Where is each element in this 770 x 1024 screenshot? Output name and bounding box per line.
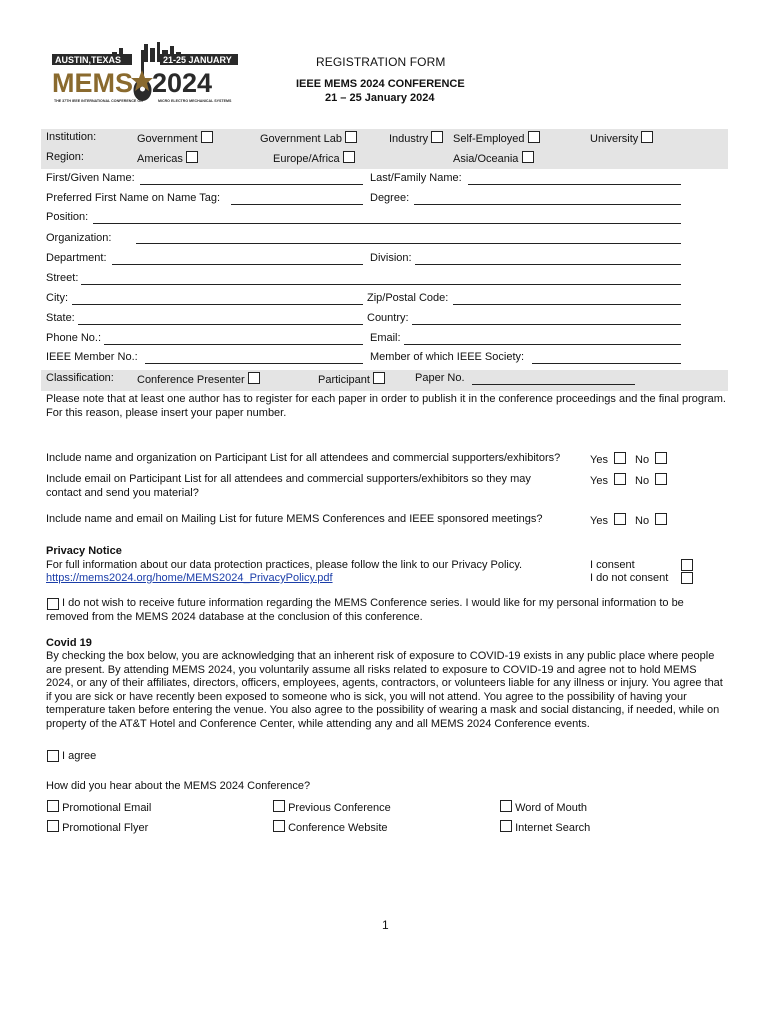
hear-option-internet-search[interactable]: Internet Search <box>500 820 590 834</box>
checkbox[interactable] <box>373 372 385 384</box>
checkbox[interactable] <box>655 452 667 464</box>
covid-agree-label: I agree <box>62 750 97 762</box>
covid-text: By checking the box below, you are acknowledging that an inherent risk of exposure to COVID-19 exists in any public place where people are present. By attending MEMS 2024, you voluntarily assume all risks related to exposure to COVID-19 and agree not to hold MEMS 2024, or any of their affiliates, directors, officers, employees, agents, contractors, or volunteers liable for any illness or injury. You agree that if you are sick or have recently been exposed to someone who is sick, you will not attend. You agree to the possibility of having your temperature taken before entering the venue. You also agree to the possibility of wearing a mask and social distancing, if needed, while on property of the AT&T Hotel and Conference Center, while attending any and all MEMS 2024 Conference events. <box>46 650 723 730</box>
city-label: City: <box>46 292 68 304</box>
question-participant-list-name: Include name and organization on Participant List for all attendees and commercial supporters/exhibitors? <box>46 452 561 464</box>
phone-field[interactable] <box>104 344 363 345</box>
checkbox[interactable] <box>431 131 443 143</box>
checkbox[interactable] <box>273 820 285 832</box>
division-label: Division: <box>370 252 412 264</box>
last-name-field[interactable] <box>468 184 681 185</box>
region-option-europe-africa[interactable]: Europe/Africa <box>273 151 355 165</box>
city-field[interactable] <box>72 304 363 305</box>
state-field[interactable] <box>78 324 363 325</box>
q2-yes[interactable]: Yes <box>590 473 626 487</box>
preferred-name-field[interactable] <box>231 204 363 205</box>
covid-heading: Covid 19 <box>46 637 92 649</box>
street-label: Street: <box>46 272 79 284</box>
consent-checkbox[interactable] <box>681 559 693 571</box>
country-label: Country: <box>367 312 409 324</box>
no-consent-checkbox[interactable] <box>681 572 693 584</box>
zip-label: Zip/Postal Code: <box>367 292 449 304</box>
ieee-society-field[interactable] <box>532 363 681 364</box>
preferred-name-label: Preferred First Name on Name Tag: <box>46 192 221 204</box>
logo-tagline-right: MICRO ELECTRO MECHANICAL SYSTEMS <box>158 99 232 103</box>
checkbox[interactable] <box>528 131 540 143</box>
position-label: Position: <box>46 211 89 223</box>
institution-option-government[interactable]: Government <box>137 131 213 145</box>
logo-year: 2024 <box>152 68 213 98</box>
email-label: Email: <box>370 332 401 344</box>
checkbox[interactable] <box>500 800 512 812</box>
paper-number-label: Paper No. <box>415 372 465 384</box>
question-mailing-list: Include name and email on Mailing List for future MEMS Conferences and IEEE sponsored meetings? <box>46 513 543 525</box>
department-label: Department: <box>46 252 107 264</box>
paper-number-field[interactable] <box>472 384 635 385</box>
last-name-label: Last/Family Name: <box>370 172 462 184</box>
institution-option-government-lab[interactable]: Government Lab <box>260 131 357 145</box>
degree-field[interactable] <box>414 204 681 205</box>
first-name-field[interactable] <box>140 184 363 185</box>
conference-dates: 21 – 25 January 2024 <box>325 92 435 104</box>
classification-presenter[interactable]: Conference Presenter <box>137 372 260 386</box>
hear-question: How did you hear about the MEMS 2024 Conference? <box>46 780 311 792</box>
ieee-member-label: IEEE Member No.: <box>46 351 138 363</box>
checkbox[interactable] <box>614 513 626 525</box>
privacy-heading: Privacy Notice <box>46 545 122 557</box>
privacy-policy-link[interactable]: https://mems2024.org/home/MEMS2024_PrivacyPolicy.pdf <box>46 572 333 584</box>
checkbox[interactable] <box>273 800 285 812</box>
email-field[interactable] <box>404 344 681 345</box>
checkbox[interactable] <box>201 131 213 143</box>
q1-no[interactable]: No <box>635 452 667 466</box>
degree-label: Degree: <box>370 192 410 204</box>
checkbox[interactable] <box>186 151 198 163</box>
no-consent-label: I do not consent <box>590 572 669 584</box>
institution-label: Institution: <box>46 131 97 143</box>
division-field[interactable] <box>415 264 681 265</box>
zip-field[interactable] <box>453 304 681 305</box>
institution-option-self-employed[interactable]: Self-Employed <box>453 131 540 145</box>
organization-field[interactable] <box>136 243 681 244</box>
logo-brand: MEMS <box>52 68 133 98</box>
mems-2024-logo <box>52 42 240 108</box>
checkbox[interactable] <box>641 131 653 143</box>
region-label: Region: <box>46 151 84 163</box>
checkbox[interactable] <box>343 151 355 163</box>
state-label: State: <box>46 312 75 324</box>
q1-yes[interactable]: Yes <box>590 452 626 466</box>
checkbox[interactable] <box>248 372 260 384</box>
department-field[interactable] <box>112 264 363 265</box>
checkbox[interactable] <box>47 820 59 832</box>
checkbox[interactable] <box>522 151 534 163</box>
checkbox[interactable] <box>614 452 626 464</box>
hear-option-conference-website[interactable]: Conference Website <box>273 820 388 834</box>
q3-yes[interactable]: Yes <box>590 513 626 527</box>
consent-label: I consent <box>590 559 635 571</box>
page-number: 1 <box>382 918 389 932</box>
checkbox[interactable] <box>655 473 667 485</box>
paper-note: Please note that at least one author has to register for each paper in order to publish it in the conference proceedings and the final program. For this reason, please insert your paper number. <box>46 393 726 419</box>
institution-option-university[interactable]: University <box>590 131 653 145</box>
checkbox[interactable] <box>614 473 626 485</box>
classification-participant[interactable]: Participant <box>318 372 385 386</box>
street-field[interactable] <box>81 284 681 285</box>
opt-out-text: I do not wish to receive future information regarding the MEMS Conference series. I would like for my personal information to be removed from the MEMS 2024 database at the conclusion of this conference. <box>46 597 684 623</box>
conference-name: IEEE MEMS 2024 CONFERENCE <box>296 78 465 90</box>
ieee-member-field[interactable] <box>145 363 363 364</box>
question-participant-list-email: Include email on Participant List for all attendees and commercial supporters/exhibitors so they may contact and send you material? <box>46 473 531 499</box>
hear-option-promotional-email[interactable]: Promotional Email <box>47 800 151 814</box>
institution-option-industry[interactable]: Industry <box>389 131 443 145</box>
hear-option-promotional-flyer[interactable]: Promotional Flyer <box>47 820 148 834</box>
checkbox[interactable] <box>345 131 357 143</box>
checkbox[interactable] <box>655 513 667 525</box>
hear-option-previous-conference[interactable]: Previous Conference <box>273 800 391 814</box>
logo-tagline-left: THE 37TH IEEE INTERNATIONAL CONFERENCE ON <box>54 99 143 103</box>
q3-no[interactable]: No <box>635 513 667 527</box>
region-option-americas[interactable]: Americas <box>137 151 198 165</box>
ieee-society-label: Member of which IEEE Society: <box>370 351 525 363</box>
form-title: REGISTRATION FORM <box>316 55 446 69</box>
region-option-asia-oceania[interactable]: Asia/Oceania <box>453 151 534 165</box>
checkbox[interactable] <box>500 820 512 832</box>
hear-option-word-of-mouth[interactable]: Word of Mouth <box>500 800 587 814</box>
phone-label: Phone No.: <box>46 332 102 344</box>
q2-no[interactable]: No <box>635 473 667 487</box>
position-field[interactable] <box>93 223 681 224</box>
logo-city: AUSTIN,TEXAS <box>55 55 122 65</box>
checkbox[interactable] <box>47 800 59 812</box>
organization-label: Organization: <box>46 232 112 244</box>
privacy-text: For full information about our data protection practices, please follow the link to our Privacy Policy. <box>46 559 523 571</box>
logo-dates: 21-25 JANUARY <box>163 55 232 65</box>
country-field[interactable] <box>412 324 681 325</box>
first-name-label: First/Given Name: <box>46 172 135 184</box>
classification-label: Classification: <box>46 372 114 384</box>
covid-agree-checkbox[interactable] <box>47 750 59 762</box>
